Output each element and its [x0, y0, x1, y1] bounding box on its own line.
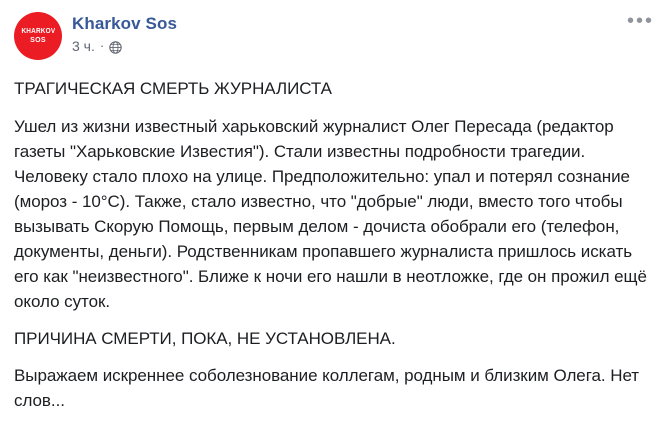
post-paragraph-condolences: Выражаем искреннее соболезнование коллегам, родным и близким Олега. Нет слов... — [14, 366, 640, 410]
post-header — [0, 0, 670, 60]
avatar[interactable] — [14, 12, 62, 60]
post-paragraph-headline: ТРАГИЧЕСКАЯ СМЕРТЬ ЖУРНАЛИСТА — [14, 79, 332, 98]
post-body — [0, 60, 670, 413]
post-paragraph-cause: ПРИЧИНА СМЕРТИ, ПОКА, НЕ УСТАНОВЛЕНА. — [14, 329, 396, 348]
post-options-button[interactable]: ••• — [626, 10, 654, 32]
meta-separator: · — [99, 38, 105, 53]
globe-icon[interactable] — [109, 41, 122, 54]
post-header-text — [72, 12, 177, 55]
avatar-line2: SOS — [30, 37, 46, 44]
post-meta-row — [72, 37, 177, 55]
avatar-line1: KHARKOV — [21, 28, 55, 35]
post-paragraph-main: Ушел из жизни известный харьковский журналист Олег Пересада (редактор газеты "Харьковские Известия"). Стали известны подробности трагедии. Человеку стало плохо на улице. Предположительно: упал и потерял сознание (мороз - 10°С). Также, стало известно, что "добрые" люди, вместо того чтобы вызывать Скорую Помощь, первым делом - дочиста обобрали его (телефон, документы, деньги). Родственникам пропавшего журналиста пришлось искать его как "неизвестного". Ближе к ночи его нашли в неотложке, где он прожил ещё около суток. — [14, 117, 647, 311]
post-timestamp[interactable]: 3 ч. — [72, 38, 95, 54]
page-name-link[interactable]: Kharkov Sos — [72, 14, 178, 33]
